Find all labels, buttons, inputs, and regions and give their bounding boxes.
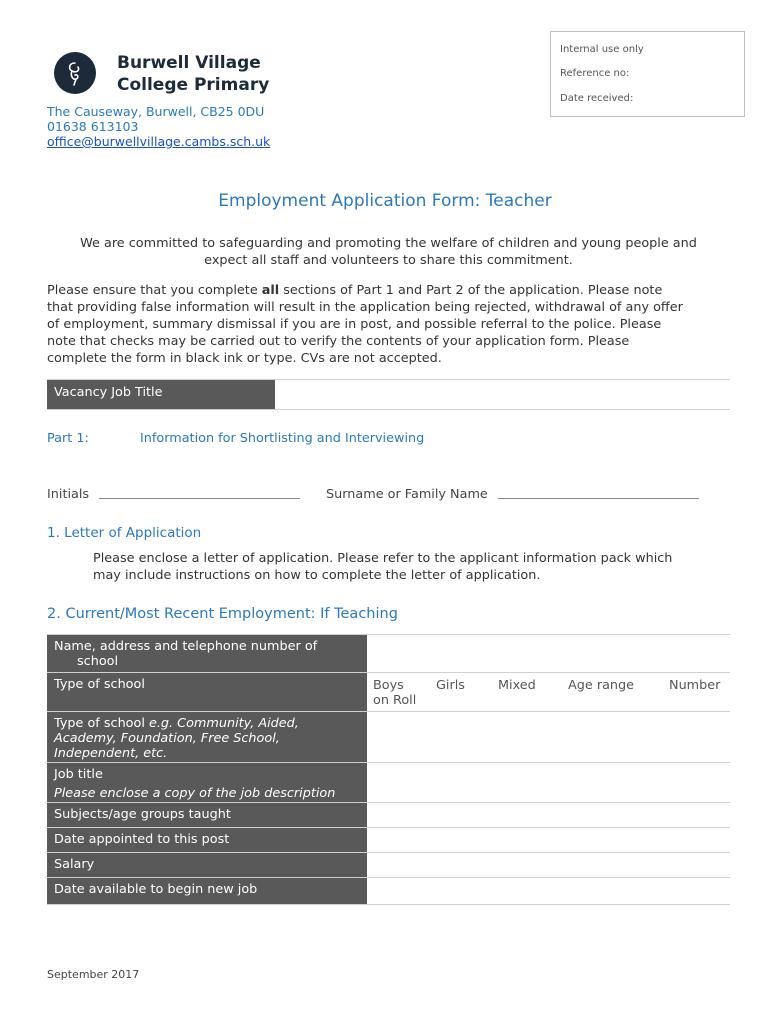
vacancy-job-title-field[interactable] bbox=[275, 380, 730, 409]
row-label-date-appointed: Date appointed to this post bbox=[47, 828, 367, 852]
school-name bbox=[117, 52, 269, 96]
school-logo bbox=[54, 52, 96, 94]
section2-heading: 2. Current/Most Recent Employment: If Teaching bbox=[47, 606, 398, 622]
row-label-italic: e.g. Community, Aided, bbox=[148, 716, 299, 731]
safeguarding-line: We are committed to safeguarding and promoting the welfare of children and young people and bbox=[80, 236, 697, 251]
type-school-detail-field[interactable] bbox=[367, 712, 730, 762]
table-row bbox=[47, 828, 730, 853]
row-label-subjects: Subjects/age groups taught bbox=[47, 803, 367, 827]
instructions-text: sections of Part 1 and Part 2 of the application. Please note bbox=[279, 283, 663, 298]
row-label-italic: Academy, Foundation, Free School, bbox=[54, 731, 280, 746]
row-label-type-school: Type of school bbox=[47, 673, 367, 711]
row-label-salary: Salary bbox=[47, 853, 367, 877]
school-email-link[interactable]: office@burwellvillage.cambs.sch.uk bbox=[47, 134, 271, 149]
option-girls[interactable]: Girls bbox=[436, 678, 465, 693]
section1-heading: 1. Letter of Application bbox=[47, 525, 202, 541]
table-row bbox=[47, 853, 730, 878]
section1-line: may include instructions on how to complete the letter of application. bbox=[93, 568, 541, 583]
instructions-paragraph bbox=[47, 282, 737, 367]
row-label-line: Job title bbox=[54, 767, 103, 782]
part1-label: Part 1: bbox=[47, 431, 89, 446]
row-label-job-title bbox=[47, 763, 367, 802]
job-title-field[interactable] bbox=[367, 763, 730, 802]
option-number-on-roll: on Roll bbox=[373, 693, 417, 708]
school-address: The Causeway, Burwell, CB25 0DU bbox=[47, 104, 265, 119]
vacancy-row bbox=[47, 379, 730, 410]
type-school-options bbox=[367, 673, 730, 711]
surname-label: Surname or Family Name bbox=[326, 487, 488, 502]
date-appointed-field[interactable] bbox=[367, 828, 730, 852]
salary-field[interactable] bbox=[367, 853, 730, 877]
row-label-italic: Independent, etc. bbox=[54, 746, 168, 761]
instructions-line: that providing false information will result in the application being rejected, withdrawal of any offer bbox=[47, 300, 683, 315]
internal-use-box bbox=[550, 31, 745, 117]
option-number[interactable]: Number bbox=[669, 678, 721, 693]
date-received-label: Date received: bbox=[560, 93, 634, 104]
table-row bbox=[47, 878, 730, 905]
surname-field[interactable] bbox=[498, 498, 699, 499]
row-label-name-address bbox=[47, 635, 367, 672]
employment-table bbox=[47, 634, 730, 905]
name-address-field[interactable] bbox=[367, 635, 730, 672]
table-row bbox=[47, 673, 730, 712]
vacancy-label: Vacancy Job Title bbox=[47, 380, 275, 409]
section1-line: Please enclose a letter of application. Please refer to the applicant information pack which bbox=[93, 551, 673, 566]
option-age-range[interactable]: Age range bbox=[568, 678, 635, 693]
table-row bbox=[47, 803, 730, 828]
instructions-line: note that checks may be carried out to verify the contents of your application form. Please bbox=[47, 334, 630, 349]
row-label-text: Type of school bbox=[54, 716, 149, 731]
subjects-field[interactable] bbox=[367, 803, 730, 827]
safeguarding-statement bbox=[47, 235, 730, 269]
row-label-line: school bbox=[77, 654, 119, 669]
safeguarding-line: expect all staff and volunteers to share this commitment. bbox=[204, 253, 573, 268]
table-row bbox=[47, 712, 730, 763]
row-label-line bbox=[54, 716, 360, 731]
reference-label: Reference no: bbox=[560, 68, 630, 79]
option-mixed[interactable]: Mixed bbox=[498, 678, 536, 693]
row-label-italic: Please enclose a copy of the job description bbox=[54, 786, 336, 801]
school-phone: 01638 613103 bbox=[47, 119, 139, 134]
row-label-line: Name, address and telephone number of bbox=[54, 639, 318, 654]
school-name-line1: Burwell Village bbox=[117, 53, 261, 73]
table-row bbox=[47, 763, 730, 803]
instructions-line: of employment, summary dismissal if you are in post, and possible referral to the police. Please bbox=[47, 317, 662, 332]
internal-use-title: Internal use only bbox=[560, 44, 644, 55]
page-title: Employment Application Form: Teacher bbox=[218, 191, 552, 211]
school-crest-icon bbox=[54, 52, 96, 94]
part1-heading: Information for Shortlisting and Interviewing bbox=[140, 431, 425, 446]
date-available-field[interactable] bbox=[367, 878, 730, 904]
instructions-text: Please ensure that you complete bbox=[47, 283, 262, 298]
row-label-date-available: Date available to begin new job bbox=[47, 878, 367, 904]
row-label-type-eg bbox=[47, 712, 367, 762]
initials-label: Initials bbox=[47, 487, 90, 502]
initials-field[interactable] bbox=[99, 498, 300, 499]
option-boys[interactable]: Boys bbox=[373, 678, 404, 693]
instructions-line bbox=[47, 282, 737, 299]
school-name-line2: College Primary bbox=[117, 75, 270, 95]
instructions-bold: all bbox=[261, 283, 280, 298]
instructions-line: complete the form in black ink or type. CVs are not accepted. bbox=[47, 351, 442, 366]
table-row bbox=[47, 635, 730, 673]
section1-text bbox=[93, 550, 733, 584]
footer-date: September 2017 bbox=[47, 968, 140, 981]
